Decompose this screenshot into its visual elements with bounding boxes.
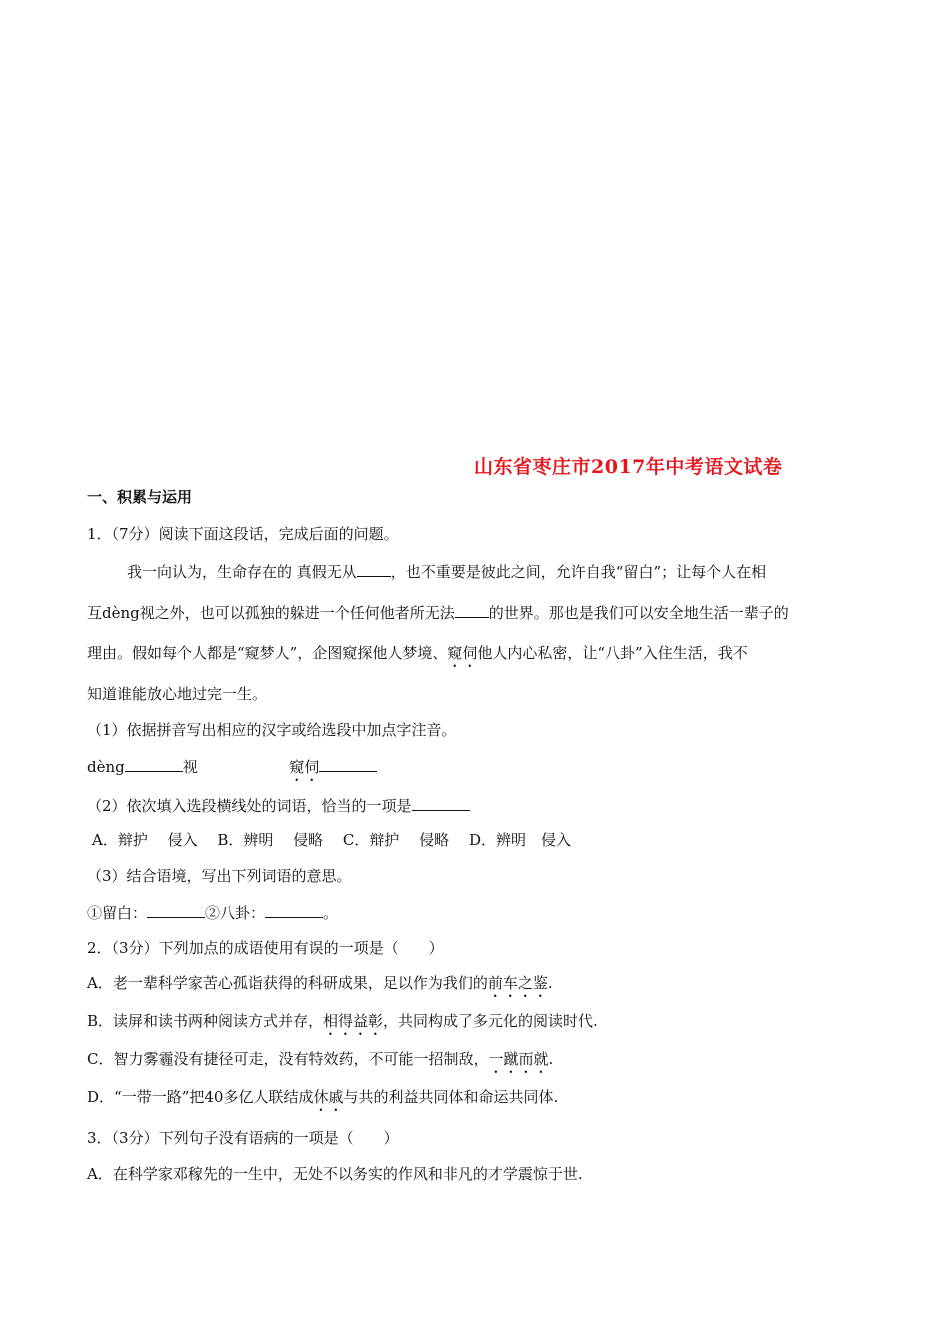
pinyin-text: dèng xyxy=(87,758,125,776)
answer-blank[interactable] xyxy=(147,902,205,918)
term-label: ②八卦： xyxy=(205,904,266,922)
answer-blank[interactable] xyxy=(125,756,183,772)
answer-blank[interactable] xyxy=(412,795,470,811)
sub-question-3: （3）结合语境，写出下列词语的意思。 xyxy=(87,867,352,885)
option-text: ，共同构成了多元化的阅读时代. xyxy=(383,1012,598,1030)
dotted-idiom: 前车之鉴 xyxy=(487,974,548,992)
dotted-word: 窥伺 xyxy=(289,758,320,776)
question-2-stem: 2．（3分）下列加点的成语使用有误的一项是（ ） xyxy=(87,939,444,957)
passage-text: 理由。假如每个人都是“窥梦人”，企图窥探他人梦境、 xyxy=(87,644,448,662)
blank-1[interactable] xyxy=(357,561,391,577)
question-3-option-a: A．在科学家邓稼先的一生中，无处不以务实的作风和非凡的才学震惊于世. xyxy=(87,1165,583,1183)
question-2-option-b xyxy=(87,1011,598,1039)
passage-line-2 xyxy=(87,602,789,623)
answer-blank[interactable] xyxy=(265,902,323,918)
dotted-idiom: 相得益彰 xyxy=(323,1012,384,1030)
question-3-stem: 3．（3分）下列句子没有语病的一项是（ ） xyxy=(87,1129,399,1147)
option-text: A．老一辈科学家苦心孤诣获得的科研成果，足以作为我们的 xyxy=(87,974,488,992)
passage-line-3 xyxy=(87,643,748,671)
page-title: 山东省枣庄市2017年中考语文试卷 xyxy=(474,456,783,478)
sub-question-2 xyxy=(87,795,470,816)
passage-text: 的世界。那也是我们可以安全地生活一辈子的 xyxy=(488,604,789,622)
option-text: . xyxy=(547,974,553,992)
suffix-text: 视 xyxy=(182,758,198,776)
passage-text: 我一向认为，生命存在的 真假无从 xyxy=(127,563,357,581)
dotted-idiom: 休戚 xyxy=(313,1088,344,1106)
option-text: C．智力雾霾没有捷径可走，没有特效药，不可能一招制敌， xyxy=(87,1050,489,1068)
sub-question-text: （2）依次填入选段横线处的词语，恰当的一项是 xyxy=(87,797,412,815)
passage-line-1 xyxy=(127,561,766,582)
question-1-stem: 1．（7分）阅读下面这段话，完成后面的问题。 xyxy=(87,525,399,543)
section-heading: 一、积累与运用 xyxy=(87,488,193,506)
end-punct: 。 xyxy=(323,904,339,922)
answer-blank[interactable] xyxy=(319,756,377,772)
question-2-option-d xyxy=(87,1087,558,1115)
option-text: . xyxy=(548,1050,554,1068)
dotted-word: 窥伺 xyxy=(447,644,478,662)
dotted-idiom: 一蹴而就 xyxy=(488,1050,549,1068)
sub-question-2-options: A．辩护 侵入 B．辨明 侵略 C．辩护 侵略 D．辨明 侵入 xyxy=(92,831,571,849)
question-2-option-a xyxy=(87,973,553,1001)
option-text: D．“一带一路”把40多亿人联结成 xyxy=(87,1088,314,1106)
term-label: ①留白： xyxy=(87,904,148,922)
question-2-option-c xyxy=(87,1049,553,1077)
option-text: B．读屏和读书两种阅读方式并存， xyxy=(87,1012,324,1030)
sub-question-3-answers xyxy=(87,902,338,923)
passage-line-4: 知道谁能放心地过完一生。 xyxy=(87,685,268,703)
passage-text: ，也不重要是彼此之间，允许自我“留白”；让每个人在相 xyxy=(390,563,767,581)
passage-text: 互dèng视之外，也可以孤独的躲进一个任何他者所无法 xyxy=(87,604,455,622)
option-text: 与共的利益共同体和命运共同体. xyxy=(343,1088,559,1106)
blank-2[interactable] xyxy=(455,602,489,618)
passage-text: 他人内心私密，让“八卦”入住生活，我不 xyxy=(477,644,748,662)
sub-question-1: （1）依据拼音写出相应的汉字或给选段中加点字注音。 xyxy=(87,721,457,739)
sub-question-1-answers xyxy=(87,756,377,785)
